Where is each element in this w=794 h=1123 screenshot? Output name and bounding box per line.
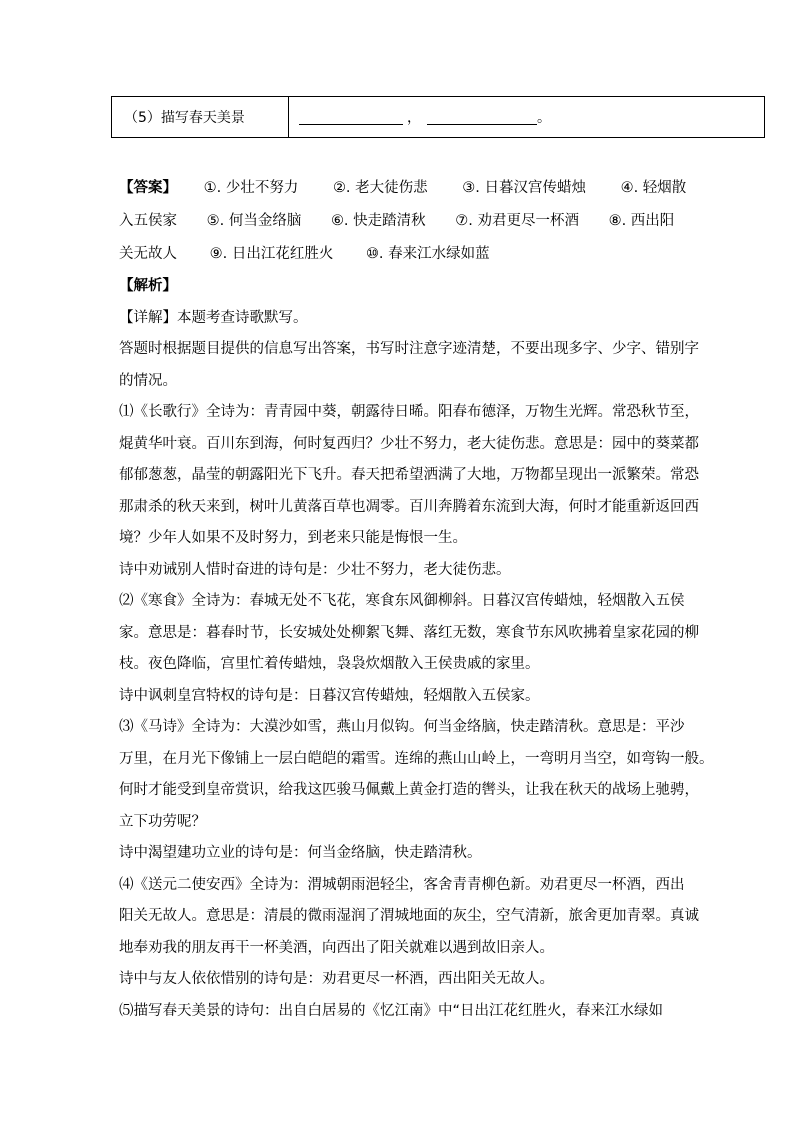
answer-item: 入五侯家 [119,213,177,229]
answer-item: ②. 老大徒伤悲 [332,180,428,196]
analysis-line: ⑵《寒食》全诗为：春城无处不飞花，寒食东风御柳斜。日暮汉宫传蜡烛，轻烟散入五侯 [119,593,685,609]
analysis-line: ⑴《长歌行》全诗为：青青园中葵，朝露待日晞。阳春布德泽，万物生光辉。常恐秋节至， [119,404,699,420]
answer-title: 【答案】 [119,180,177,196]
analysis-line: 诗中与友人依依惜别的诗句是：劝君更尽一杯酒，西出阳关无故人。 [119,971,554,987]
analysis-line: 何时才能受到皇帝赏识，给我这匹骏马佩戴上黄金打造的辔头，让我在秋天的战场上驰骋， [119,782,699,798]
answer-line-3 [119,238,679,271]
analysis-line: 枝。夜色降临，宫里忙着传蜡烛，袅袅炊烟散入王侯贵戚的家里。 [119,656,540,672]
analysis-line: 焜黄华叶衰。百川东到海，何时复西归？少壮不努力，老大徒伤悲。意思是：园中的葵菜都 [119,435,699,452]
table-label: （5）描写春天美景 [124,110,245,126]
analysis-line: 阳关无故人。意思是：清晨的微雨湿润了渭城地面的灰尘，空气清新，旅舍更加青翠。真诚 [119,908,699,924]
analysis-line: ⑸描写春天美景的诗句：出自白居易的《忆江南》中“日出江花红胜火，春来江水绿如 [119,1002,664,1019]
analysis-line: ⑷《送元二使安西》全诗为：渭城朝雨浥轻尘，客舍青青柳色新。劝君更尽一杯酒，西出 [119,876,685,893]
analysis-line: ⑶《马诗》全诗为：大漠沙如雪，燕山月似钩。何当金络脑，快走踏清秋。意思是：平沙 [119,719,685,735]
analysis-line: 郁郁葱葱，晶莹的朝露阳光下飞升。春天把希望洒满了大地，万物都呈现出一派繁荣。常恐 [119,467,699,483]
answer-blank-2[interactable] [427,110,537,125]
analysis-line: 诗中劝诫别人惜时奋进的诗句是：少壮不努力，老大徒伤悲。 [119,561,511,578]
answer-line-1 [119,172,687,205]
answer-line-2 [119,205,679,238]
analysis-line: 【详解】本题考查诗歌默写。 [119,309,308,326]
answer-table-row [111,96,765,138]
answer-item: ⑨. 日出江花红胜火 [209,246,334,262]
analysis-line: 地奉劝我的朋友再干一杯美酒，向西出了阳关就难以遇到故旧亲人。 [119,939,554,956]
period-separator: 。 [537,110,551,126]
answer-item: ⑤. 何当金络脑 [206,213,302,229]
analysis-line: 诗中渴望建功立业的诗句是：何当金络脑，快走踏清秋。 [119,845,482,861]
comma-separator: ， [407,110,421,126]
answer-blank-1[interactable] [299,110,403,125]
analysis-title: 【解析】 [119,278,177,294]
answer-item: ④. 轻烟散 [620,180,687,196]
answer-item: ⑥. 快走踏清秋 [330,213,426,229]
analysis-line: 的情况。 [119,372,177,389]
table-answer-cell [289,97,764,137]
answer-item: ①. 少壮不努力 [203,180,299,196]
answer-item: ⑩. 春来江水绿如蓝 [365,246,490,262]
analysis-line: 诗中讽刺皇宫特权的诗句是：日暮汉宫传蜡烛，轻烟散入五侯家。 [119,687,540,704]
analysis-line: 万里，在月光下像铺上一层白皑皑的霜雪。连绵的燕山山岭上，一弯明月当空，如弯钩一般。 [119,750,714,767]
table-label-cell [112,97,289,137]
answer-item: ⑧. 西出阳 [608,213,675,229]
answer-item: ③. 日暮汉宫传蜡烛 [462,180,586,196]
answer-item: ⑦. 劝君更尽一杯酒 [455,213,579,229]
document-body [119,172,714,1027]
answer-item: 关无故人 [119,246,177,262]
analysis-line: 境？少年人如果不及时努力，到老来只能是悔恨一生。 [119,530,467,546]
analysis-line: 那肃杀的秋天来到，树叶儿黄落百草也凋零。百川奔腾着东流到大海，何时才能重新返回西 [119,498,699,515]
analysis-line: 家。意思是：暮春时节，长安城处处柳絮飞舞、落红无数，寒食节东风吹拂着皇家花园的柳 [119,624,699,641]
analysis-line: 立下功劳呢？ [119,813,206,830]
analysis-line: 答题时根据题目提供的信息写出答案，书写时注意字迹清楚，不要出现多字、少字、错别字 [119,341,699,357]
